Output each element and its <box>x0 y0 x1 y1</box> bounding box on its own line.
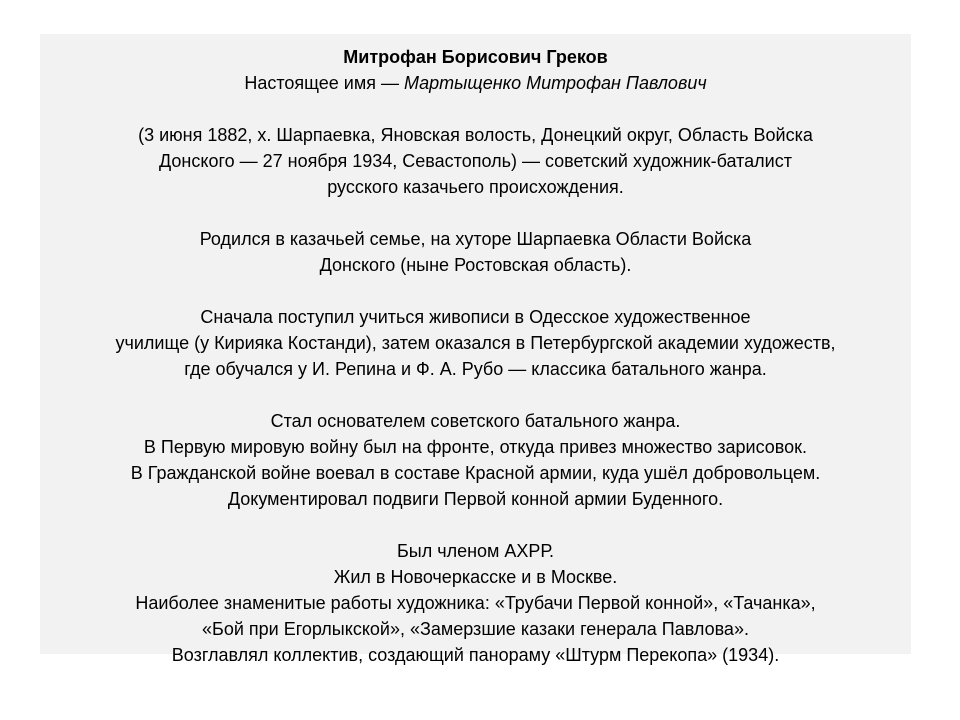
paragraph-line: «Бой при Егорлыкской», «Замерзшие казаки генерала Павлова». <box>202 619 749 639</box>
paragraph-line: Был членом АХРР. <box>396 541 555 561</box>
paragraph-education <box>40 304 911 382</box>
paragraph-line: Родился в казачьей семье, на хуторе Шарпаевка Области Войска <box>199 229 752 249</box>
paragraph-line: Возглавлял коллектив, создающий панораму «Штурм Перекопа» (1934). <box>171 645 780 665</box>
paragraph-line: Донского — 27 ноября 1934, Севастополь) — советский художник-баталист <box>159 151 792 171</box>
biography-text <box>40 44 911 668</box>
paragraph-line: Донского (ныне Ростовская область). <box>319 255 632 275</box>
paragraph-birth <box>40 122 911 200</box>
paragraph-line: русского казачьего происхождения. <box>327 177 624 197</box>
real-name-prefix: Настоящее имя — <box>244 73 404 93</box>
paragraph-works <box>40 538 911 668</box>
paragraph-line: где обучался у И. Репина и Ф. А. Рубо — классика батального жанра. <box>184 359 767 379</box>
paragraph-line: В Первую мировую войну был на фронте, откуда привез множество зарисовок. <box>143 437 808 457</box>
real-name-line <box>40 70 911 96</box>
paragraph-line: В Гражданской войне воевал в составе Красной армии, куда ушёл добровольцем. <box>130 463 821 483</box>
paragraph-line: Стал основателем советского батального жанра. <box>270 411 681 431</box>
paragraph-line: Документировал подвиги Первой конной армии Буденного. <box>227 489 724 509</box>
paragraph-line: училище (у Кирияка Костанди), затем оказался в Петербургской академии художеств, <box>115 333 836 353</box>
paragraph-line: Наиболее знаменитые работы художника: «Трубачи Первой конной», «Тачанка», <box>135 593 816 613</box>
paragraph-line: Жил в Новочеркасске и в Москве. <box>333 567 618 587</box>
real-name: Мартыщенко Митрофан Павлович <box>403 73 707 93</box>
paragraph-line: Сначала поступил учиться живописи в Одесское художественное <box>200 307 751 327</box>
paragraph-line: (3 июня 1882, х. Шарпаевка, Яновская волость, Донецкий округ, Область Войска <box>138 125 813 145</box>
paragraph-origin <box>40 226 911 278</box>
page-title: Митрофан Борисович Греков <box>343 47 608 67</box>
slide-panel <box>40 34 911 665</box>
paragraph-career <box>40 408 911 512</box>
